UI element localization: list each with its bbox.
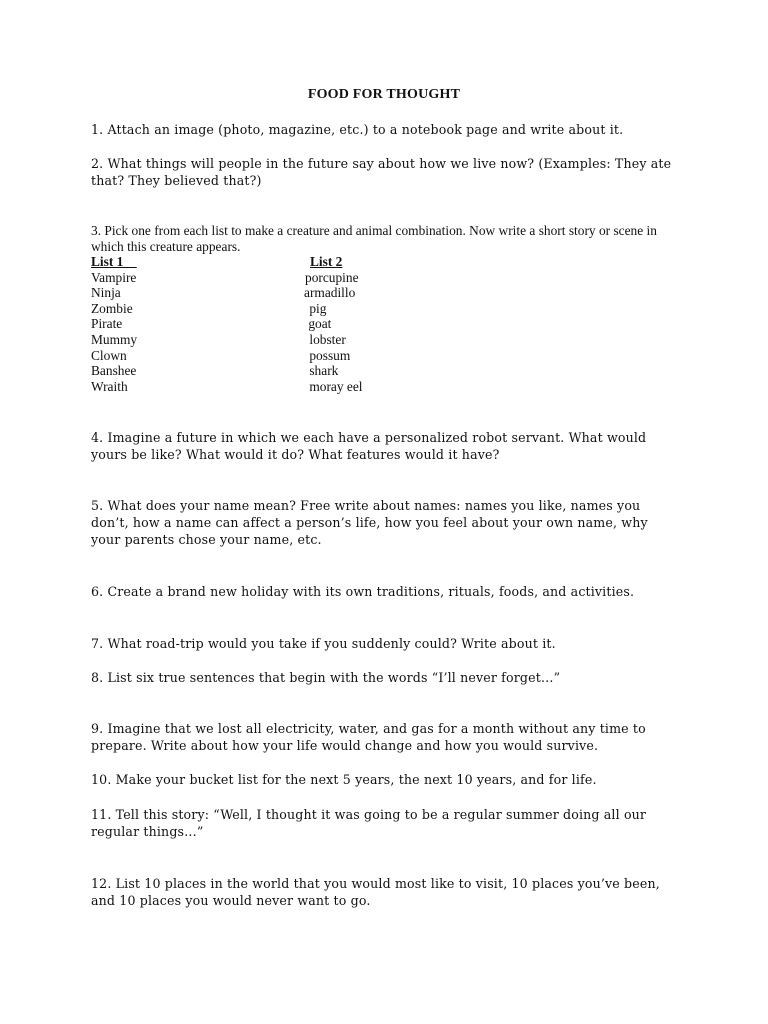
list-1-item: Pirate — [91, 316, 123, 332]
prompt-3: 3. Pick one from each list to make a creature and animal combination. Now write a short story or scene in which this creature appears. — [91, 223, 657, 254]
document-title: FOOD FOR THOUGHT — [307, 87, 461, 102]
list-1-item: Ninja — [91, 285, 121, 301]
list-1-item: Zombie — [91, 300, 133, 316]
prompt-5: 5. What does your name mean? Free write about names: names you like, names you don’t, how a name can affect a person’s life, how you feel about your own name, why your parents chose your name, etc. — [91, 498, 648, 547]
prompt-6: 6. Create a brand new holiday with its own traditions, rituals, foods, and activities. — [91, 584, 635, 599]
list-2-item: possum — [306, 347, 351, 363]
list-1-item: Vampire — [91, 269, 137, 285]
list-1-item: Clown — [91, 347, 127, 363]
list-2-item: pig — [306, 300, 327, 316]
list-1-item: Wraith — [91, 378, 128, 394]
list-2-item: moray eel — [306, 378, 363, 394]
list-2 — [304, 254, 363, 394]
list-2-item: shark — [306, 363, 339, 379]
prompt-2: 2. What things will people in the future say about how we live now? (Examples: They ate that? They believed that?) — [91, 156, 672, 188]
prompt-1: 1. Attach an image (photo, magazine, etc.) to a notebook page and write about it. — [91, 122, 624, 137]
prompt-7: 7. What road-trip would you take if you suddenly could? Write about it. — [91, 636, 556, 651]
prompt-4: 4. Imagine a future in which we each have a personalized robot servant. What would yours be like? What would it do? What features would it have? — [91, 430, 647, 462]
list-1 — [91, 254, 137, 394]
list-2-item: armadillo — [304, 285, 356, 301]
list-2-item: lobster — [306, 331, 346, 347]
prompt-10: 10. Make your bucket list for the next 5 years, the next 10 years, and for life. — [91, 772, 597, 787]
prompt-8: 8. List six true sentences that begin with the words “I’ll never forget…” — [91, 670, 561, 685]
list-2-item: goat — [305, 316, 332, 332]
prompt-9: 9. Imagine that we lost all electricity, water, and gas for a month without any time to prepare. Write about how your life would change and how you would survive. — [91, 721, 646, 753]
list-2-item: porcupine — [305, 269, 359, 285]
prompt-12: 12. List 10 places in the world that you would most like to visit, 10 places you’ve been, and 10 places you would never want to go. — [91, 876, 660, 908]
prompt-11: 11. Tell this story: “Well, I thought it was going to be a regular summer doing all our regular things…” — [91, 807, 647, 839]
list-1-item: Mummy — [91, 331, 138, 347]
list-2-header: List 2 — [310, 254, 343, 269]
list-1-header: List 1 — [91, 254, 137, 269]
list-1-item: Banshee — [91, 363, 137, 379]
